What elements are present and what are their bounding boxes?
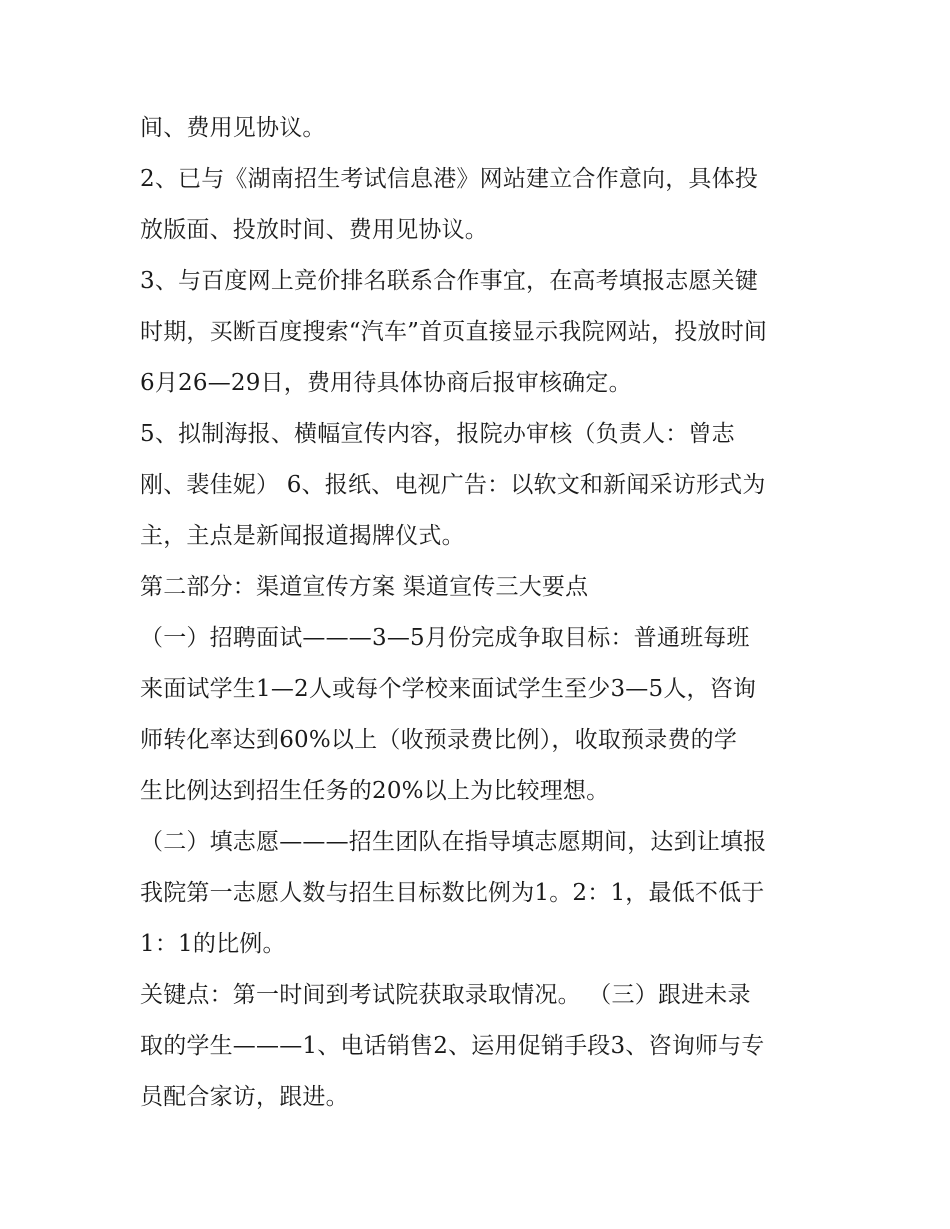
text-line: 师转化率达到60%以上（收预录费比例），收取预录费的学 <box>140 727 738 753</box>
text-line: 取的学生———1、电话销售2、运用促销手段3、咨询师与专 <box>140 1033 765 1059</box>
section-heading: 第二部分：渠道宣传方案 渠道宣传三大要点 <box>140 574 589 600</box>
text-line: 间、费用见协议。 <box>140 115 326 141</box>
text-line: 时期，买断百度搜索“汽车”首页直接显示我院网站，投放时间 <box>140 319 768 345</box>
text-line: 我院第一志愿人数与招生目标数比例为1。2：1，最低不低于 <box>140 880 765 906</box>
text-line: （一）招聘面试———3—5月份完成争取目标：普通班每班 <box>140 625 750 651</box>
text-line: 刚、裴佳妮） 6、报纸、电视广告：以软文和新闻采访形式为 <box>140 472 766 498</box>
text-line: 主，主点是新闻报道揭牌仪式。 <box>140 523 465 549</box>
text-line: 3、与百度网上竞价排名联系合作事宜，在高考填报志愿关键 <box>140 268 759 294</box>
text-line: 6月26—29日，费用待具体协商后报审核确定。 <box>140 370 632 396</box>
text-line: 员配合家访，跟进。 <box>140 1084 349 1110</box>
document-body <box>140 103 820 1123</box>
text-line: 关键点：第一时间到考试院获取录取情况。 （三）跟进未录 <box>140 982 751 1008</box>
text-line: 5、拟制海报、横幅宣传内容，报院办审核（负责人：曾志 <box>140 421 735 447</box>
text-line: 放版面、投放时间、费用见协议。 <box>140 217 488 243</box>
text-line: 生比例达到招生任务的20%以上为比较理想。 <box>140 778 610 804</box>
text-line: 1：1的比例。 <box>140 931 286 957</box>
text-line: 2、已与《湖南招生考试信息港》网站建立合作意向，具体投 <box>140 166 759 192</box>
text-line: 来面试学生1—2人或每个学校来面试学生至少3—5人，咨询 <box>140 676 757 702</box>
text-line: （二）填志愿———招生团队在指导填志愿期间，达到让填报 <box>140 829 767 855</box>
